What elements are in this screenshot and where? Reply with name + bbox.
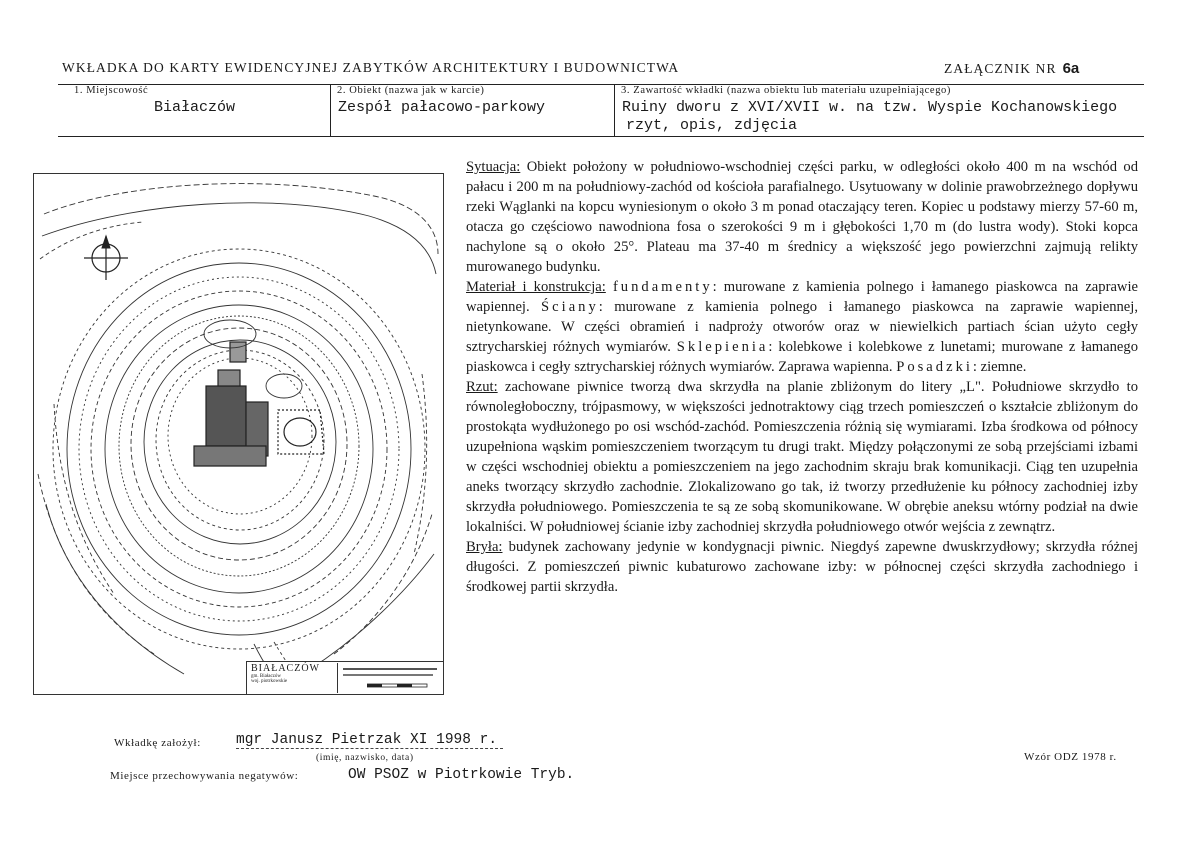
attachment-label: ZAŁĄCZNIK NR <box>944 61 1057 76</box>
plan-text: zachowane piwnice tworzą dwa skrzydła na planie zbliżonym do litery „L". Południowe skrzydło to równoległoboczny, trójpasmowy, w większości jednotraktowy ciąg trzech pomieszczeń o kształcie zbliżonym do prostokąta wydłużonego po osi wschód-zachód. Pomieszczenia różnią się wymiarami. Izba środkowa od północy uzupełniona wąskim pomieszczeniem tworzącym tu drugi trakt. Między połączonymi ze sobą przejściami izbami w części wschodniej obiektu a pomieszczeniem na jego zachodnim skraju brak komunikacji. Ciąg ten uzupełnia aneks tworzący skrzydło zachodnie. Zlokalizowano go tak, iż tworzy przedłużenie ku północy zachodniej izby skrzydła południowego. Pomieszczenia te są ze sobą skomunikowane. W obrębie aneksu wtórny podział na dwie lokalniści. W południowej ścianie izby zachodniej skrzydła południowego otwór wejścia z zewnątrz. <box>466 379 1138 535</box>
storage-value: OW PSOZ w Piotrkowie Tryb. <box>348 767 575 783</box>
legend-sub2: woj. piotrkowskie <box>251 679 288 684</box>
material-term-floors: Posadzki <box>896 359 973 375</box>
content-value-line1: Ruiny dworu z XVI/XVII w. na tzw. Wyspie Kochanowskiego <box>622 99 1118 116</box>
legend-note-line <box>343 668 437 670</box>
plan-legend <box>246 661 444 695</box>
material-term-vaults: Sklepienia <box>676 339 769 355</box>
legend-title-cell <box>251 663 338 693</box>
content-value-line2: rzyt, opis, zdjęcia <box>626 117 798 134</box>
material-text-2: : murowane z kamienia polnego i łamanego piaskowca na zaprawie wapiennej, nietynkowane. W części obramień i nadproży otworów oraz w niewielkich partiach ścian użyto cegły sztrycharskiej różnych wymiarów. <box>466 299 1138 355</box>
object-value: Zespół pałacowo-parkowy <box>338 99 546 116</box>
author-value: mgr Janusz Pietrzak XI 1998 r. <box>236 732 503 749</box>
plan-paragraph <box>466 377 1138 537</box>
legend-note-line-2 <box>343 674 433 676</box>
contour-plan-drawing <box>34 174 443 694</box>
north-arrow-icon <box>84 236 128 280</box>
table-divider-2 <box>614 84 615 136</box>
scale-bar <box>367 682 437 690</box>
situation-text: Obiekt położony w południowo-wschodniej części parku, w odległości około 400 m na wschód od pałacu i 200 m na południowy-zachód od kościoła parafialnego. Usytuowany w dolinie prawobrzeżnego dopływu rzeki Wąglanki na kopcu wyniesionym o około 3 m ponad otaczający teren. Kopiec u podstawy mierzy 57-60 m, otacza go częściowo nawodniona fosa o szerokości 9 m i głębokości 1,70 m (do lustra wody). Stoki kopca nachylone są o około 25°. Plateau ma 37-40 m średnicy a większość jego powierzchni zajmują relikty murowanego budynku. <box>466 159 1138 275</box>
content-label: 3. Zawartość wkładki (nazwa obiektu lub materiału uzupełniającego) <box>621 85 951 96</box>
locality-label: 1. Miejscowość <box>74 85 149 96</box>
mass-heading: Bryła: <box>466 539 503 555</box>
plan-heading: Rzut: <box>466 379 498 395</box>
material-paragraph <box>466 277 1138 377</box>
storage-label: Miejsce przechowywania negatywów: <box>110 770 299 782</box>
mass-text: budynek zachowany jedynie w kondygnacji piwnic. Niegdyś zapewne dwuskrzydłowy; skrzydła różnej długości. Z pomieszczeń piwnic kubaturowo zachowane izby: w północnej części skrzydła zachodniego i środkowej partii skrzydła. <box>466 539 1138 595</box>
locality-value: Białaczów <box>154 99 236 116</box>
description <box>466 157 1138 597</box>
attachment-value: 6a <box>1062 60 1080 77</box>
table-top-rule <box>58 84 1144 85</box>
legend-title: BIAŁACZÓW <box>251 663 320 674</box>
author-hint: (imię, nazwisko, data) <box>316 753 414 763</box>
template-note: Wzór ODZ 1978 r. <box>1024 751 1117 763</box>
mass-paragraph <box>466 537 1138 597</box>
material-term-foundations: fundamenty <box>612 279 713 295</box>
situation-paragraph <box>466 157 1138 277</box>
table-divider-1 <box>330 84 331 136</box>
object-label: 2. Obiekt (nazwa jak w karcie) <box>337 85 485 96</box>
material-text-4: : ziemne. <box>972 359 1027 375</box>
table-bottom-rule <box>58 136 1144 137</box>
situation-heading: Sytuacja: <box>466 159 521 175</box>
attachment-number <box>944 60 1079 77</box>
author-label: Wkładkę założył: <box>114 737 201 749</box>
material-heading: Materiał i konstrukcja: <box>466 279 606 295</box>
form-title: WKŁADKA DO KARTY EWIDENCYJNEJ ZABYTKÓW ARCHITEKTURY I BUDOWNICTWA <box>62 60 680 75</box>
material-text-1: : murowane z kamienia polnego i łamanego piaskowca na zaprawie wapiennej. <box>466 279 1138 315</box>
material-term-walls: Ściany <box>541 299 599 315</box>
legend-sub1: gm. Białaczów <box>251 674 281 679</box>
site-plan <box>33 173 444 695</box>
material-text-3: : kolebkowe i kolebkowe z lunetami; murowane z łamanego piaskowca i cegły sztrycharskiej różnych wymiarów. Zaprawa wapienna. <box>466 339 1138 375</box>
